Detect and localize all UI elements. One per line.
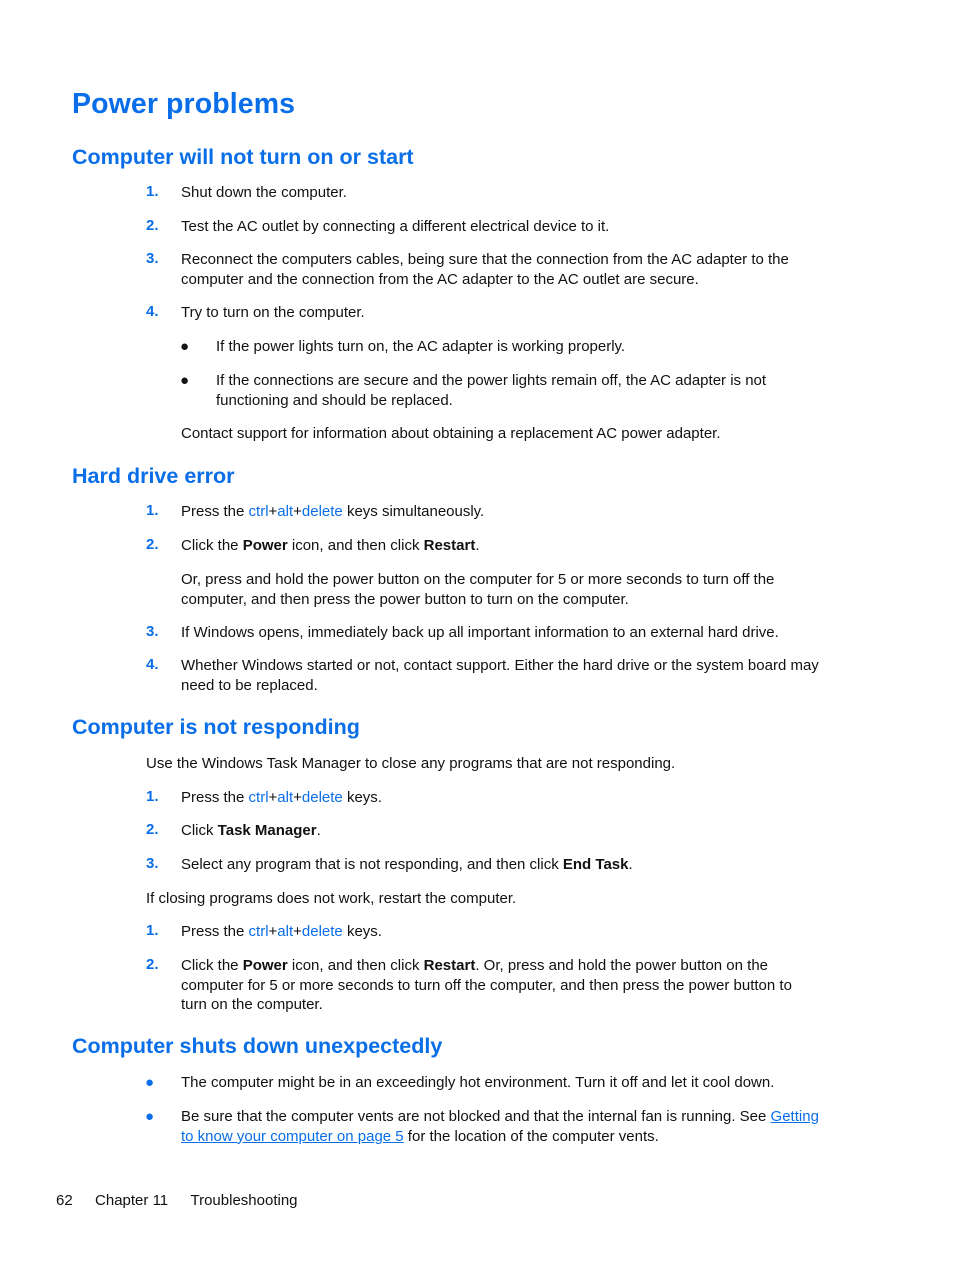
step-number: 2. (146, 821, 159, 838)
step-note: Or, press and hold the power button on the computer for 5 or more seconds to turn off the computer, and then press the power button to turn on the computer. (181, 571, 775, 608)
bullet-text: If the power lights turn on, the AC adapter is working properly. (216, 338, 626, 355)
step-number: 2. (146, 956, 159, 973)
step-text: Test the AC outlet by connecting a different electrical device to it. (181, 218, 610, 235)
key-delete: delete (301, 923, 343, 940)
footer-chapter: Chapter 11 (95, 1192, 169, 1209)
step-number: 4. (146, 656, 159, 673)
step-text: Click Task Manager. (181, 822, 321, 839)
key-ctrl: ctrl (248, 923, 269, 940)
key-alt: alt (277, 789, 294, 806)
bullet-icon: ● (145, 1074, 155, 1091)
step-number: 3. (146, 623, 159, 640)
bullet-icon: ● (180, 338, 190, 355)
bullet-text-line: If the connections are secure and the power lights remain off, the AC adapter is not (216, 372, 767, 389)
bullet-icon: ● (145, 1108, 155, 1125)
step-number: 1. (146, 922, 159, 939)
step-number: 1. (146, 502, 159, 519)
page-number: 62 (56, 1192, 73, 1209)
page-footer (56, 1192, 298, 1209)
key-alt: alt (277, 503, 294, 520)
step-text: Select any program that is not responding, and then click End Task. (181, 856, 633, 873)
footer-section: Troubleshooting (190, 1192, 298, 1209)
section-heading-shuts-down: Computer shuts down unexpectedly (72, 1034, 443, 1058)
step-text: Whether Windows started or not, contact support. Either the hard drive or the system board may need to be replaced. (181, 657, 819, 694)
key-delete: delete (301, 503, 343, 520)
step-text: Press the ctrl+alt+delete keys. (181, 923, 382, 940)
bullet-icon: ● (180, 372, 190, 389)
step-text-line: Reconnect the computers cables, being sure that the connection from the AC adapter to the (181, 251, 789, 268)
section-heading-hard-drive: Hard drive error (72, 464, 235, 488)
step-number: 3. (146, 250, 159, 267)
bullet-text (216, 371, 866, 410)
step-number: 3. (146, 855, 159, 872)
step-text: Press the ctrl+alt+delete keys simultaneously. (181, 503, 485, 520)
key-alt: alt (277, 923, 294, 940)
step-text: Shut down the computer. (181, 184, 347, 201)
mid-text: If closing programs does not work, restart the computer. (146, 890, 517, 907)
step-text: Try to turn on the computer. (181, 304, 365, 321)
step-number: 4. (146, 303, 159, 320)
step-text: If Windows opens, immediately back up all important information to an external hard drive. (181, 624, 779, 641)
key-ctrl: ctrl (248, 503, 269, 520)
section-heading-not-responding: Computer is not responding (72, 715, 360, 739)
step-number: 1. (146, 183, 159, 200)
intro-text: Use the Windows Task Manager to close any programs that are not responding. (146, 755, 676, 772)
page-title: Power problems (72, 88, 296, 120)
bullet-text: The computer might be in an exceedingly hot environment. Turn it off and let it cool down. (181, 1074, 775, 1091)
step-text-line: computer and the connection from the AC adapter to the AC outlet are secure. (181, 270, 699, 288)
step-text: Click the Power icon, and then click Restart. Or, press and hold the power button on the computer for 5 or more seconds to turn off the computer, and then press the power button to turn on the computer. (181, 957, 792, 1013)
getting-to-know-link-cont[interactable]: to know your computer on page 5 (181, 1127, 404, 1145)
note-text: Contact support for information about obtaining a replacement AC power adapter. (181, 425, 721, 442)
bullet-text-line: functioning and should be replaced. (216, 391, 453, 409)
bullet-text: Be sure that the computer vents are not blocked and that the internal fan is running. See Getting to know your computer on page 5 for the location of the computer vents. (181, 1108, 819, 1145)
key-ctrl: ctrl (248, 789, 269, 806)
step-text: Press the ctrl+alt+delete keys. (181, 789, 382, 806)
step-text: Click the Power icon, and then click Restart. (181, 537, 480, 554)
step-number: 1. (146, 788, 159, 805)
step-number: 2. (146, 536, 159, 553)
key-delete: delete (301, 789, 343, 806)
getting-to-know-link[interactable]: Getting (770, 1108, 819, 1125)
step-text (181, 250, 871, 289)
section-heading-not-turn-on: Computer will not turn on or start (72, 145, 414, 169)
step-number: 2. (146, 217, 159, 234)
